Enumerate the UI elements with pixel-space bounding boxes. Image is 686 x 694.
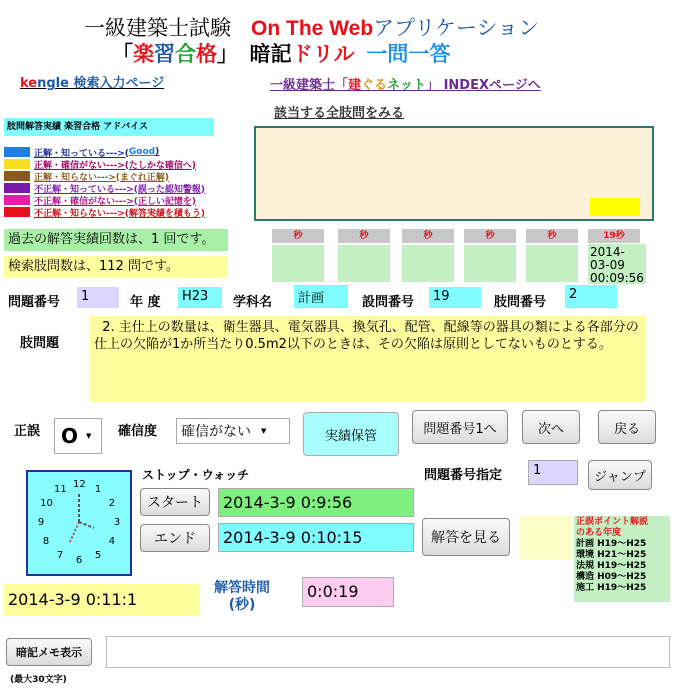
clock-number: 2: [108, 498, 116, 509]
seconds-cell: [402, 245, 454, 282]
end-time-field[interactable]: 2014-3-9 0:10:15: [218, 523, 414, 552]
index-link[interactable]: [270, 74, 541, 93]
sub-no-field[interactable]: 19: [429, 287, 481, 308]
index-link-part5: 」 INDEXページへ: [426, 78, 541, 93]
analog-clock: [26, 470, 132, 576]
branch-no-label: 肢問番号: [494, 295, 547, 310]
next-button[interactable]: 次へ: [522, 410, 580, 444]
subject-label: 学科名: [233, 295, 273, 310]
all-questions-link[interactable]: 該当する全肢問をみる: [274, 106, 405, 121]
clock-number: 12: [73, 479, 86, 490]
seconds-cell: [338, 245, 390, 282]
clock-number: 7: [56, 549, 64, 561]
legend-swatch: [4, 147, 30, 157]
years-title: 正誤ポイント解説: [576, 517, 649, 527]
show-answer-button[interactable]: 解答を見る: [422, 518, 510, 556]
year-row: 法規 H19〜H25: [576, 561, 647, 571]
chevron-down-icon: ▼: [86, 432, 92, 440]
seconds-header: 秒: [464, 229, 516, 243]
title-ichimon: 一問一答: [366, 43, 451, 66]
year-row: 環境 H21〜H25: [576, 550, 647, 560]
seconds-header: 秒: [402, 229, 454, 243]
history-panel: [254, 126, 654, 221]
confidence-value: 確信がない: [181, 424, 251, 440]
seconds-cell: [526, 245, 578, 282]
kengle-link-label: 検索入力ページ: [68, 76, 165, 91]
index-link-ken: 建: [348, 78, 362, 93]
title-shu: 習: [154, 43, 175, 66]
save-record-button[interactable]: 実績保管: [303, 412, 399, 456]
elapsed-label-unit: (秒): [228, 597, 256, 613]
years-subtitle: のある年度: [576, 528, 622, 538]
title-bracket-open: 「: [112, 43, 133, 66]
start-button[interactable]: スタート: [140, 488, 210, 516]
last-time-clock: 00:09:56: [590, 271, 644, 285]
clock-number: 8: [42, 536, 50, 547]
memo-input[interactable]: [106, 636, 670, 668]
title-anki: 暗記: [249, 43, 292, 66]
legend-swatch: [4, 207, 30, 217]
elapsed-label: [214, 580, 270, 614]
index-link-part1: 一級建築士「: [270, 78, 349, 93]
index-link-net: ネット: [387, 78, 427, 93]
clock-number: 11: [54, 484, 67, 496]
clock-number: 6: [75, 555, 83, 566]
seconds-cell: [272, 245, 324, 282]
legend-label: 不正解・知っている--->(誤った認知警報): [34, 184, 205, 195]
seigo-label: 正誤: [14, 424, 41, 439]
kengle-logo-ke: ke: [20, 76, 38, 91]
clock-number: 1: [94, 484, 102, 496]
confidence-label: 確信度: [118, 424, 158, 439]
title-raku: 楽: [133, 43, 154, 66]
back-button[interactable]: 戻る: [598, 410, 656, 444]
legend-label: 不正解・確信がない--->(正しい記憶を): [34, 196, 196, 207]
title-bracket-close: 」: [217, 43, 238, 66]
last-time-year: 2014-: [590, 245, 625, 259]
q-no-label: 問題番号: [8, 295, 61, 310]
seconds-header: 秒: [338, 229, 390, 243]
jump-button[interactable]: ジャンプ: [588, 460, 652, 490]
q-no-field[interactable]: 1: [77, 287, 119, 308]
title-drill: ドリル: [291, 43, 355, 66]
seconds-cell: [464, 245, 516, 282]
to-question-1-button[interactable]: 問題番号1へ: [412, 410, 508, 444]
title-gou: 合: [175, 43, 196, 66]
elapsed-time: 0:0:19: [302, 577, 394, 607]
title-kaku: 格: [196, 43, 217, 66]
elapsed-label-main: 解答時間: [214, 580, 270, 596]
confidence-select[interactable]: [176, 418, 290, 444]
legend-swatch: [4, 171, 30, 181]
clock-number: 5: [94, 549, 102, 561]
legend-item: [4, 206, 234, 218]
end-button[interactable]: エンド: [140, 524, 210, 552]
legend-item: [4, 170, 234, 182]
years-list: [576, 539, 668, 594]
legend-item: [4, 194, 234, 206]
year-field[interactable]: H23: [178, 287, 222, 308]
seconds-header: 秒: [272, 229, 324, 243]
question-text: 2. 主仕上の数量は、衛生器具、電気器具、換気孔、配管、配線等の器具の類による各部分の仕上の欠陥が1か所当たり0.5m2以下のときは、その欠陥は原則としてないものとする。: [90, 316, 646, 402]
title-on-the-web: On The Web: [251, 17, 374, 40]
seconds-header: 19秒: [588, 229, 640, 243]
seigo-select[interactable]: [54, 418, 102, 454]
designate-field[interactable]: 1: [528, 460, 578, 485]
start-time-field[interactable]: 2014-3-9 0:9:56: [218, 488, 414, 517]
legend-label: 正解・確信がない--->(たしかな確信へ): [34, 160, 196, 171]
designate-label: 問題番号指定: [424, 468, 503, 483]
legend-item: [4, 182, 234, 194]
year-row: 施工 H19〜H25: [576, 583, 647, 593]
sub-no-label: 設問番号: [362, 295, 415, 310]
years-panel: [574, 516, 670, 602]
title-exam: 一級建築士試験: [84, 16, 231, 40]
legend-label: 正解・知らない--->(まぐれ正解): [34, 172, 169, 183]
memo-show-button[interactable]: 暗記メモ表示: [6, 638, 92, 666]
last-time-date: 03-09: [590, 258, 625, 272]
legend-item: [4, 158, 234, 170]
question-label: 肢問題: [20, 336, 60, 351]
legend-list: [4, 146, 234, 218]
history-marker: [590, 198, 640, 216]
branch-no-field[interactable]: 2: [565, 285, 617, 308]
legend-label: 正解・知っている--->(: [34, 148, 129, 159]
seconds-header: 秒: [526, 229, 578, 243]
chevron-down-icon: ▼: [261, 427, 267, 435]
legend-advice: Good: [128, 147, 156, 157]
memo-note: (最大30文字): [10, 675, 67, 685]
clock-number: 4: [108, 536, 116, 547]
kengle-logo-ngle: ngle: [37, 76, 69, 91]
legend-item: [4, 146, 234, 158]
kengle-link[interactable]: [20, 72, 164, 91]
stopwatch-label: ストップ・ウォッチ: [142, 468, 250, 482]
years-filler: [520, 516, 572, 560]
app-title-line2: [112, 38, 450, 68]
year-row: 構造 H09〜H25: [576, 572, 647, 582]
clock-number: 3: [113, 517, 121, 528]
legend-label: 不正解・知らない--->(解答実績を積もう): [34, 208, 205, 219]
legend-swatch: [4, 195, 30, 205]
title-application: アプリケーション: [373, 16, 540, 40]
legend-advice-end: ): [155, 147, 160, 157]
legend-title: 肢問解答実績 楽習合格 アドバイス: [4, 118, 214, 136]
year-row: 計画 H19〜H25: [576, 539, 647, 549]
current-time: 2014-3-9 0:11:1: [4, 584, 200, 616]
clock-number: 9: [37, 517, 45, 528]
seigo-value: O: [61, 424, 79, 448]
subject-field[interactable]: 計画: [294, 285, 348, 308]
last-answer-time: [588, 244, 646, 284]
legend-swatch: [4, 159, 30, 169]
history-count: 過去の解答実績回数は、1 回です。: [4, 229, 228, 251]
search-count: 検索肢問数は、112 問です。: [4, 256, 228, 278]
year-label: 年 度: [130, 295, 161, 310]
index-link-guru: ぐる: [361, 78, 388, 93]
legend-swatch: [4, 183, 30, 193]
clock-number: 10: [40, 498, 53, 509]
